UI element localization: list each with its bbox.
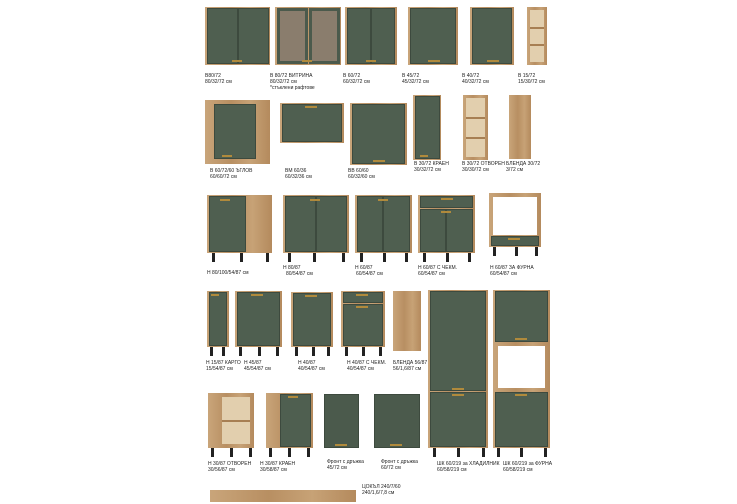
cabinet-n-corner-label: Н 80/100/54/87 см xyxy=(207,270,249,276)
cabinet-n30-kraen-label: Н 30/87 КРАЕН xyxy=(260,461,296,467)
cabinet-v60-72-dim: 60/32/72 см xyxy=(343,79,370,85)
cabinet-v45-72-label: В 45/72 xyxy=(402,73,420,79)
cabinet-n45-87-dim: 45/54/87 см xyxy=(244,366,271,372)
cabinet-v15-72-label: В 15/72 xyxy=(518,73,536,79)
cabinet-n15-kargo-dim: 15/54/87 см xyxy=(206,366,233,372)
cabinet-shk-fridge-dim: 60/58/219 см xyxy=(437,467,467,473)
cabinet-n80-87-label: Н 80/87 xyxy=(283,265,301,271)
plinth-240-label: ЦОКЪЛ 240/7/60 xyxy=(362,484,401,490)
cabinet-v30-otvoren-dim: 30/30/72 см xyxy=(462,167,489,173)
front-45-label: Фронт с дръжка xyxy=(327,459,364,465)
panel-blenda-56-87-label: БЛЕНДА 56/87 xyxy=(393,360,428,366)
cabinet-n60-87-label: Н 60/87 xyxy=(355,265,373,271)
cabinet-v30-kraen-label: В 30/72 КРАЕН xyxy=(414,161,449,167)
cabinet-n30-kraen-dim: 30/58/87 см xyxy=(260,467,287,473)
cabinet-n40-chekm-label: Н 40/87 С ЧЕКМ. xyxy=(347,360,387,366)
cabinet-vm60-36-label: ВМ 60/36 xyxy=(285,168,307,174)
panel-blenda-30-72-label: БЛЕНДА 30/72 xyxy=(506,161,541,167)
cabinet-shk-fridge-label: ШК 60/219 за ХЛАДИЛНИК xyxy=(437,461,500,467)
cabinet-n15-kargo-label: Н 15/87 КАРГО xyxy=(206,360,241,366)
cabinet-n80-87-dim: 80/54/87 см xyxy=(286,271,313,277)
cabinet-v80-vitrina-note: *стъклени рафтове xyxy=(270,85,315,91)
cabinet-shk-oven-label: ШК 60/219 за ФУРНА xyxy=(503,461,553,467)
cabinet-n60-chekm-label: Н 60/87 С ЧЕКМ. xyxy=(418,265,458,271)
cabinet-n30-otvoren-dim: 30/56/87 см xyxy=(208,467,235,473)
cabinet-shk-oven-dim: 60/58/219 см xyxy=(503,467,533,473)
cabinet-n40-chekm-dim: 40/54/87 см xyxy=(347,366,374,372)
cabinet-v45-72-dim: 45/32/72 см xyxy=(402,79,429,85)
cabinet-n60-furna-label: Н 60/87 ЗА ФУРНА xyxy=(490,265,534,271)
cabinet-v40-72-dim: 40/32/72 см xyxy=(462,79,489,85)
cabinet-n60-chekm-dim: 60/54/87 см xyxy=(418,271,445,277)
cabinet-v30-kraen-dim: 30/32/72 см xyxy=(414,167,441,173)
cabinet-n30-otvoren-label: Н 30/87 ОТВОРЕН xyxy=(208,461,252,467)
panel-blenda-56-87-dim: 56/1,6/87 см xyxy=(393,366,422,372)
cabinet-n45-87-label: Н 45/87 xyxy=(244,360,262,366)
front-45-dim: 45/72 см xyxy=(327,465,347,471)
cabinet-v15-72-dim: 15/30/72 см xyxy=(518,79,545,85)
cabinet-v30-otvoren-label: В 30/72 ОТВОРЕН xyxy=(462,161,505,167)
front-60-label: Фронт с дръжка xyxy=(381,459,418,465)
cabinet-n40-87-label: Н 40/87 xyxy=(298,360,316,366)
cabinet-v40-72-label: В 40/72 xyxy=(462,73,480,79)
cabinet-v80-72-dim: 80/32/72 см xyxy=(205,79,232,85)
cabinet-v80-vitrina-dim: 80/32/72 см xyxy=(270,79,297,85)
cabinet-n60-furna-dim: 60/54/87 см xyxy=(490,271,517,277)
cabinet-vm60-36-dim: 60/32/36 см xyxy=(285,174,312,180)
cabinet-vb60-60-label: ВВ 60/60 xyxy=(348,168,369,174)
cabinet-v80-72-label: В80/72 xyxy=(205,73,221,79)
cabinet-vb60-60-dim: 60/32/60 см xyxy=(348,174,375,180)
cabinet-n40-87-dim: 40/54/87 см xyxy=(298,366,325,372)
panel-blenda-30-72-dim: 3/72 см xyxy=(506,167,524,173)
cabinet-n60-87-dim: 60/54/87 см xyxy=(356,271,383,277)
front-60-dim: 60/72 см xyxy=(381,465,401,471)
plinth-240-dim: 240/1,6/7,8 см xyxy=(362,490,395,496)
cabinet-v60-72-label: В 60/72 xyxy=(343,73,361,79)
cabinet-v-corner-label: В 60/72/60 ЪГЛОВ xyxy=(210,168,253,174)
cabinet-v-corner-dim: 60/60/72 см xyxy=(210,174,237,180)
cabinet-v80-vitrina-label: В 80/72 ВИТРИНА xyxy=(270,73,313,79)
